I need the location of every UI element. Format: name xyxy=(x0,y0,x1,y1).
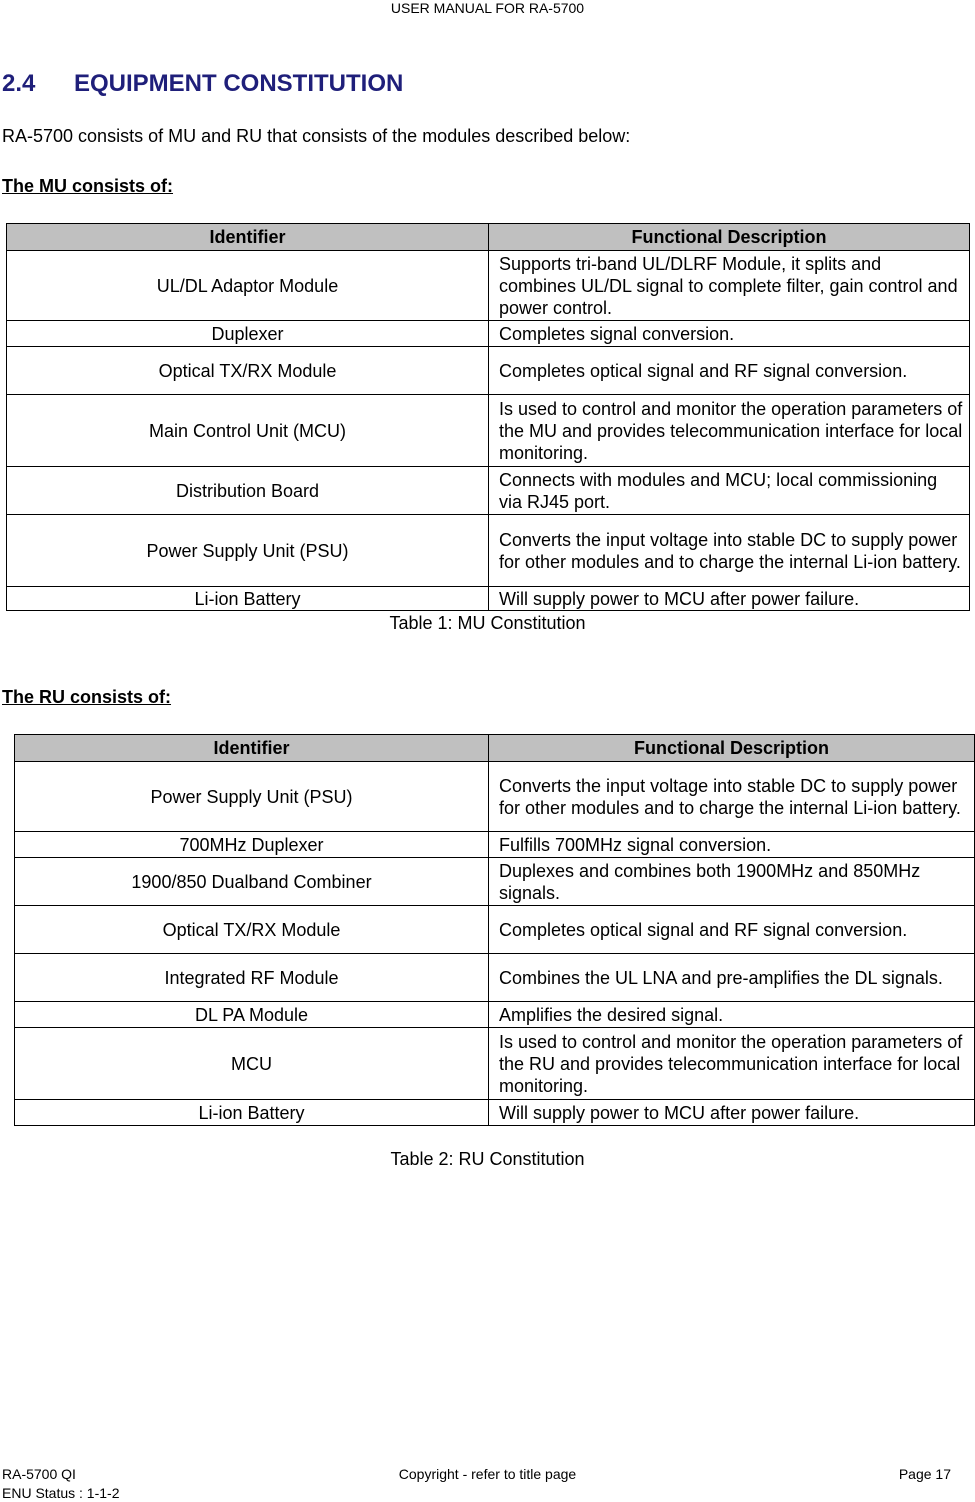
identifier-cell: UL/DL Adaptor Module xyxy=(7,251,489,321)
identifier-cell: Li-ion Battery xyxy=(15,1100,489,1126)
column-header-identifier: Identifier xyxy=(7,224,489,251)
mu-table xyxy=(6,223,970,611)
description-cell: Connects with modules and MCU; local commissioning via RJ45 port. xyxy=(489,467,970,515)
identifier-cell: Optical TX/RX Module xyxy=(7,347,489,395)
table-row xyxy=(7,251,970,321)
table-row xyxy=(15,832,975,858)
table-row xyxy=(7,321,970,347)
identifier-cell: Main Control Unit (MCU) xyxy=(7,395,489,467)
section-number: 2.4 xyxy=(2,70,36,97)
identifier-cell: Power Supply Unit (PSU) xyxy=(15,762,489,832)
section-heading xyxy=(2,70,403,98)
table-row xyxy=(7,347,970,395)
identifier-cell: DL PA Module xyxy=(15,1002,489,1028)
table-row xyxy=(15,762,975,832)
table-header-row xyxy=(15,735,975,762)
description-cell: Will supply power to MCU after power failure. xyxy=(489,587,970,611)
description-cell: Is used to control and monitor the operation parameters of the RU and provides telecommunication interface for local monitoring. xyxy=(489,1028,975,1100)
identifier-cell: 1900/850 Dualband Combiner xyxy=(15,858,489,906)
footer-doc-id: RA-5700 QI xyxy=(2,1466,76,1482)
identifier-cell: Distribution Board xyxy=(7,467,489,515)
table-row xyxy=(15,1002,975,1028)
page-header: USER MANUAL FOR RA-5700 xyxy=(390,0,585,16)
table-header-row xyxy=(7,224,970,251)
description-cell: Converts the input voltage into stable DC to supply power for other modules and to charge the internal Li-ion battery. xyxy=(489,762,975,832)
table-row xyxy=(15,906,975,954)
description-cell: Completes optical signal and RF signal conversion. xyxy=(489,906,975,954)
identifier-cell: Power Supply Unit (PSU) xyxy=(7,515,489,587)
description-cell: Is used to control and monitor the operation parameters of the MU and provides telecommunication interface for local monitoring. xyxy=(489,395,970,467)
description-cell: Converts the input voltage into stable DC to supply power for other modules and to charge the internal Li-ion battery. xyxy=(489,515,970,587)
table-row xyxy=(15,1028,975,1100)
column-header-identifier: Identifier xyxy=(15,735,489,762)
column-header-description: Functional Description xyxy=(489,224,970,251)
table-row xyxy=(7,515,970,587)
footer-status: ENU Status : 1-1-2 xyxy=(2,1485,120,1501)
table-row xyxy=(15,954,975,1002)
description-cell: Fulfills 700MHz signal conversion. xyxy=(489,832,975,858)
description-cell: Completes optical signal and RF signal conversion. xyxy=(489,347,970,395)
footer-page-number: Page 17 xyxy=(898,1466,951,1482)
footer-copyright: Copyright - refer to title page xyxy=(398,1466,577,1482)
identifier-cell: Integrated RF Module xyxy=(15,954,489,1002)
ru-table-caption: Table 2: RU Constitution xyxy=(390,1149,585,1169)
mu-table-caption: Table 1: MU Constitution xyxy=(389,613,586,633)
mu-heading: The MU consists of: xyxy=(2,176,174,196)
identifier-cell: 700MHz Duplexer xyxy=(15,832,489,858)
table-row xyxy=(15,1100,975,1126)
description-cell: Completes signal conversion. xyxy=(489,321,970,347)
identifier-cell: Li-ion Battery xyxy=(7,587,489,611)
ru-heading: The RU consists of: xyxy=(2,687,172,707)
identifier-cell: Optical TX/RX Module xyxy=(15,906,489,954)
description-cell: Supports tri-band UL/DLRF Module, it splits and combines UL/DL signal to complete filter, gain control and power control. xyxy=(489,251,970,321)
table-row xyxy=(7,467,970,515)
description-cell: Amplifies the desired signal. xyxy=(489,1002,975,1028)
identifier-cell: Duplexer xyxy=(7,321,489,347)
column-header-description: Functional Description xyxy=(489,735,975,762)
table-row xyxy=(15,858,975,906)
table-row xyxy=(7,395,970,467)
ru-table xyxy=(14,734,975,1126)
description-cell: Duplexes and combines both 1900MHz and 850MHz signals. xyxy=(489,858,975,906)
description-cell: Will supply power to MCU after power failure. xyxy=(489,1100,975,1126)
intro-paragraph: RA-5700 consists of MU and RU that consists of the modules described below: xyxy=(2,126,631,146)
identifier-cell: MCU xyxy=(15,1028,489,1100)
section-title: EQUIPMENT CONSTITUTION xyxy=(74,70,404,97)
description-cell: Combines the UL LNA and pre-amplifies the DL signals. xyxy=(489,954,975,1002)
table-row xyxy=(7,587,970,611)
